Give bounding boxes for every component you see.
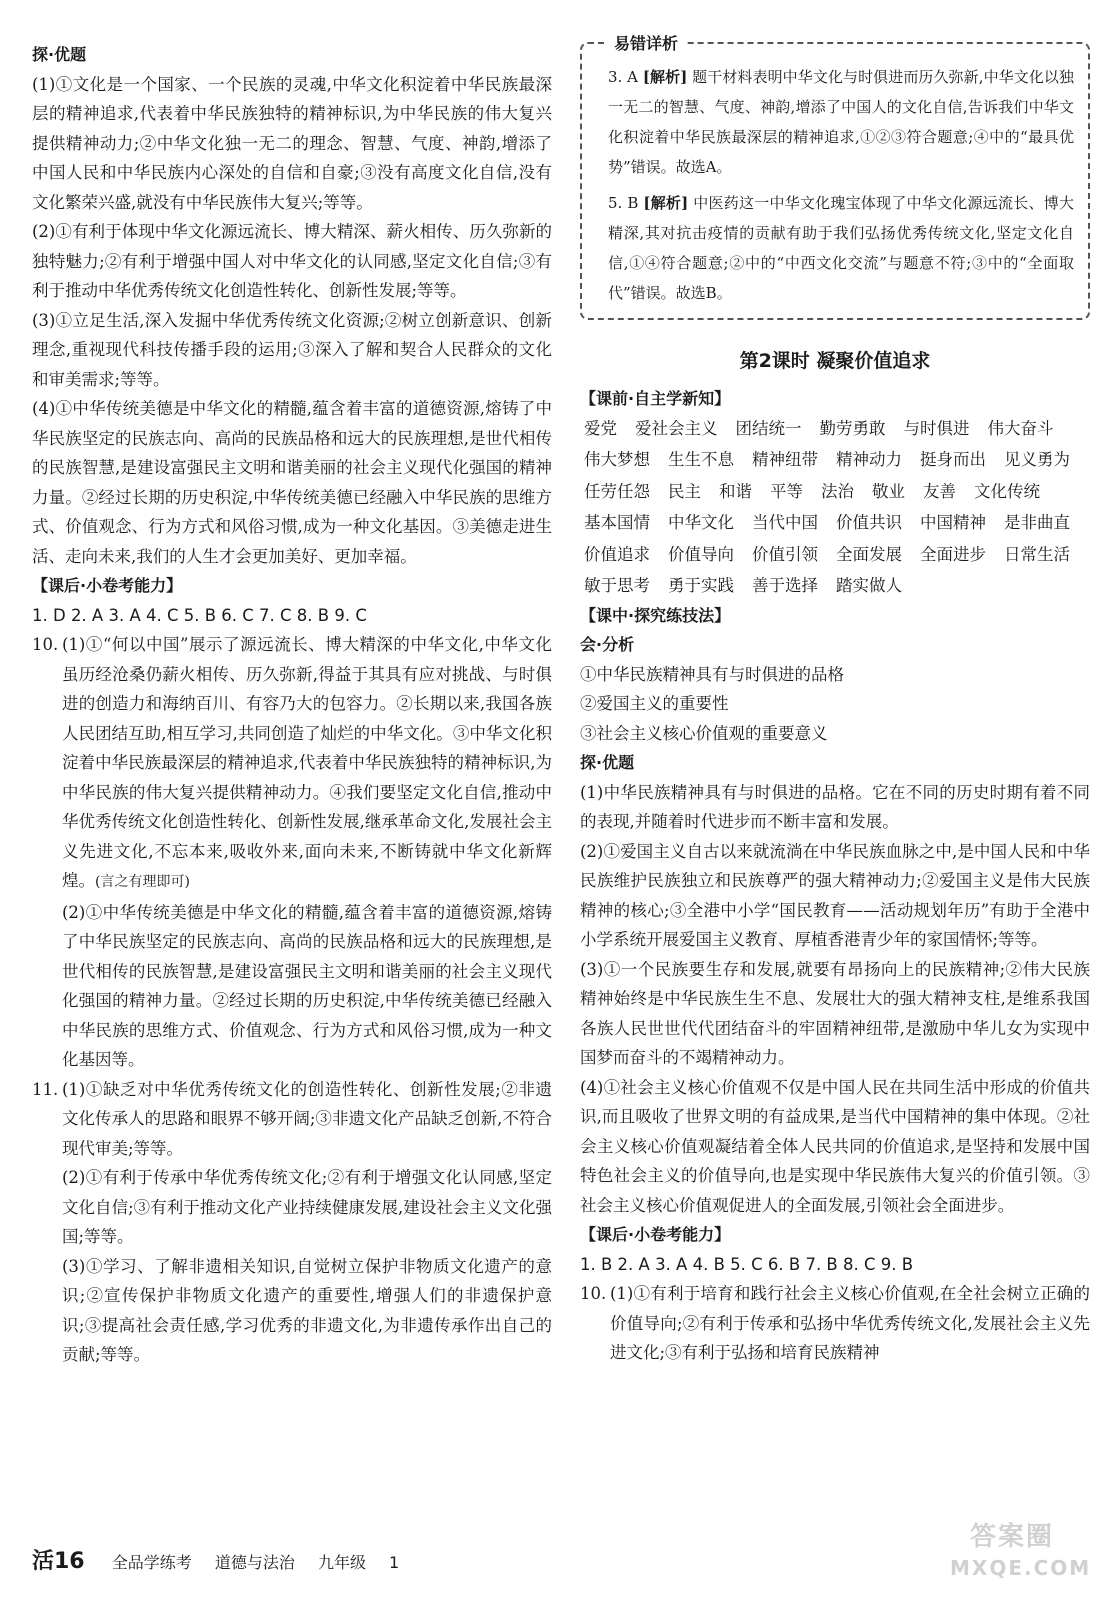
keyword-item: 价值共识 <box>836 513 902 532</box>
keyword-item: 全面进步 <box>920 544 986 564</box>
keyword-item: 勤劳勇敢 <box>819 418 886 438</box>
right-tan-item-4: (4)①社会主义核心价值观不仅是中国人民在共同生活中形成的价值共识,而且吸收了世界文明的有益成果,是当代中国精神的集中体现。②社会主义核心价值观凝结着全体人民共同的价值追求,是坚持和发展中国特色社会主义的价值导向,也是实现中华民族伟大复兴的价值引领。③社会主义核心价值观促进人的全面发展,引领社会全面进步。 <box>580 1077 1090 1215</box>
q10-answer-2: (2)①中华传统美德是中华文化的精髓,蕴含着丰富的道德资源,熔铸了中华民族坚定的民族志向、高尚的民族品格和远大的民族理想,是世代相传的民族智慧,是建设富强民主文明和谐美丽的社会主义现代化强国的精神力量。②经过长期的历史积淀,中华传统美德已经融入中华民族的思维方式、价值观念、行为方式和风俗习惯,成为一种文化基因等。 <box>62 902 552 1069</box>
keyword-item: 价值引领 <box>752 544 818 564</box>
keyword-item: 任劳任怨 <box>584 481 650 501</box>
keyword-item: 团结统一 <box>735 418 802 438</box>
keyword-item: 敬业 <box>872 481 905 501</box>
q11-answer-2: (2)①有利于传承中华优秀传统文化;②有利于增强文化认同感,坚定文化自信;③有利于推动文化产业持续健康发展,建设社会主义文化强国;等等。 <box>62 1168 552 1246</box>
section-heading-kehou-right: 【课后·小卷考能力】 <box>580 1225 731 1244</box>
error-item-3 <box>596 62 1074 182</box>
keyword-item: 法治 <box>821 481 854 501</box>
keyword-item: 生生不息 <box>668 450 734 469</box>
section-heading-kqian: 【课前·自主学新知】 <box>580 389 731 408</box>
q10-answer-1 <box>32 630 552 898</box>
keyword-item: 和谐 <box>719 481 752 501</box>
keyword-list <box>580 414 1090 601</box>
question-number: 10. <box>580 1284 607 1303</box>
keyword-item: 与时俱进 <box>903 418 970 438</box>
question-11 <box>32 1075 552 1370</box>
watermark-logo <box>940 1510 1110 1590</box>
keyword-item: 挺身而出 <box>920 450 986 469</box>
error-item-3-answer: 3. A <box>608 68 638 86</box>
error-item-5 <box>596 188 1074 308</box>
answer-key-right: 1. B 2. A 3. A 4. B 5. C 6. B 7. B 8. C 9. B <box>580 1254 914 1274</box>
keyword-item: 伟大奋斗 <box>987 418 1054 438</box>
keyword-item: 见义勇为 <box>1004 450 1070 469</box>
error-item-3-text: 题干材料表明中华文化与时俱进而历久弥新,中华文化以独一无二的智慧、气度、神韵,增添了中国人的文化自信,告诉我们中华文化积淀着中华民族最深层的精神追求,①②③符合题意;④中的“最具优势”错误。故选A。 <box>608 68 1074 176</box>
keyword-item: 爱党 <box>584 418 617 438</box>
right-column <box>580 22 1090 1368</box>
lesson-title: 第2课时 凝聚价值追求 <box>739 350 931 372</box>
question-10-right <box>580 1279 1090 1368</box>
hui-item-1: ①中华民族精神具有与时俱进的品格 <box>580 664 844 684</box>
left-column <box>32 40 552 1370</box>
analysis-tag: [解析] <box>642 68 688 86</box>
keyword-item: 平等 <box>770 481 803 501</box>
volume-number: 1 <box>389 1553 400 1572</box>
subject-name: 道德与法治 <box>214 1553 295 1572</box>
right-tan-item-1: (1)中华民族精神具有与时俱进的品格。它在不同的历史时期有着不同的表现,并随着时代进步而不断丰富和发展。 <box>580 782 1090 831</box>
keyword-item: 善于选择 <box>752 576 818 595</box>
keyword-item: 价值追求 <box>584 544 650 564</box>
keyword-item: 友善 <box>923 481 956 501</box>
keyword-item: 基本国情 <box>584 513 650 532</box>
keyword-item: 当代中国 <box>752 513 818 532</box>
keyword-item: 精神动力 <box>836 450 902 469</box>
section-heading-kzhong: 【课中·探究练技法】 <box>580 605 731 625</box>
keyword-item: 中华文化 <box>668 513 734 532</box>
question-number: 10. <box>32 635 59 654</box>
q10-note: (言之有理即可) <box>95 874 190 890</box>
keyword-item: 敏于思考 <box>584 576 650 595</box>
section-heading-tan: 探·优题 <box>32 45 87 64</box>
section-heading-hui: 会·分析 <box>580 635 635 654</box>
tan-item-1: (1)①文化是一个国家、一个民族的灵魂,中华文化积淀着中华民族最深层的精神追求,代表着中华民族独特的精神标识,为中华民族的伟大复兴提供精神动力;②中华文化独一无二的理念、智慧、气度、神韵,增添了中国人民和中华民族内心深处的自信和自豪;③没有高度文化自信,没有文化繁荣兴盛,就没有中华民族伟大复兴;等等。 <box>32 74 552 212</box>
hui-item-3: ③社会主义核心价值观的重要意义 <box>580 723 828 743</box>
keyword-item: 日常生活 <box>1004 544 1070 564</box>
tan-item-3: (3)①立足生活,深入发掘中华优秀传统文化资源;②树立创新意识、创新理念,重视现代科技传播手段的运用;③深入了解和契合人民群众的文化和审美需求;等等。 <box>32 310 552 389</box>
keyword-item: 勇于实践 <box>668 576 734 595</box>
error-analysis-title: 易错详析 <box>608 31 684 54</box>
watermark-line-1: 答案圈 <box>970 1522 1055 1552</box>
tan-item-4: (4)①中华传统美德是中华文化的精髓,蕴含着丰富的道德资源,熔铸了中华民族坚定的民族志向、高尚的民族品格和远大的民族理想,是世代相传的民族智慧,是建设富强民主文明和谐美丽的社会主义现代化强国的精神力量。②经过长期的历史积淀,中华传统美德已经融入中华民族的思维方式、价值观念、行为方式和风俗习惯,成为一种文化基因。③美德走进生活、走向未来,我们的人生才会更加美好、更加幸福。 <box>32 399 552 566</box>
series-name: 全品学练考 <box>111 1553 192 1572</box>
answer-key: 1. D 2. A 3. A 4. C 5. B 6. C 7. C 8. B 9. C <box>32 605 367 625</box>
keyword-item: 精神纽带 <box>752 450 818 469</box>
keyword-item: 中国精神 <box>920 513 986 532</box>
page-footer <box>32 1544 1092 1574</box>
page-number: 活16 <box>32 1549 85 1574</box>
keyword-item: 民主 <box>668 481 701 501</box>
section-heading-tan-right: 探·优题 <box>580 753 635 772</box>
hui-item-2: ②爱国主义的重要性 <box>580 694 729 713</box>
analysis-tag: [解析] <box>643 194 689 212</box>
question-number: 11. <box>32 1079 59 1099</box>
keyword-item: 全面发展 <box>836 544 902 564</box>
grade-name: 九年级 <box>317 1553 366 1572</box>
keyword-item: 踏实做人 <box>836 576 902 595</box>
error-analysis-box <box>580 34 1090 320</box>
watermark-line-2: MXQE.COM <box>950 1556 1092 1580</box>
right-tan-item-3: (3)①一个民族要生存和发展,就要有昂扬向上的民族精神;②伟大民族精神始终是中华民族生生不息、发展壮大的强大精神支柱,是维系我国各族人民世世代代团结奋斗的牢固精神纽带,是激励中华儿女为实现中国梦而奋斗的不竭精神动力。 <box>580 959 1090 1067</box>
keyword-item: 伟大梦想 <box>584 450 650 469</box>
keyword-item: 是非曲直 <box>1004 513 1070 532</box>
q10-answer-1-text: (1)①“何以中国”展示了源远流长、博大精深的中华文化,中华文化虽历经沧桑仍薪火相传、历久弥新,得益于其具有应对挑战、与时俱进的创造力和海纳百川、有容乃大的包容力。②长期以来,我国各族人民团结互助,相互学习,共同创造了灿烂的中华文化。③中华文化积淀着中华民族最深层的精神追求,代表着中华民族独特的精神标识,为中华民族的伟大复兴提供精神动力。④我们要坚定文化自信,推动中华优秀传统文化创造性转化、创新性发展,继承革命文化,发展社会主义先进文化,不忘本来,吸收外来,面向未来,不断铸就中华文化新辉煌。 <box>62 635 552 890</box>
keyword-item: 爱社会主义 <box>635 418 718 438</box>
error-item-5-answer: 5. B <box>608 194 639 212</box>
section-heading-kehou: 【课后·小卷考能力】 <box>32 576 183 595</box>
q11-answer-3: (3)①学习、了解非遗相关知识,自觉树立保护非物质文化遗产的意识;②宣传保护非物质文化遗产的重要性,增强人们的非遗保护意识;③提高社会责任感,学习优秀的非遗文化,为非遗传承作出自己的贡献;等等。 <box>62 1256 552 1364</box>
keyword-item: 价值导向 <box>668 544 734 564</box>
right-tan-item-2: (2)①爱国主义自古以来就流淌在中华民族血脉之中,是中国人民和中华民族维护民族独立和民族尊严的强大精神动力;②爱国主义是伟大民族精神的核心;③全港中小学“国民教育——活动规划年历”有助于全港中小学系统开展爱国主义教育、厚植香港青少年的家国情怀;等等。 <box>580 841 1090 949</box>
question-10 <box>32 630 552 1075</box>
error-item-5-text: 中医药这一中华文化瑰宝体现了中华文化源远流长、博大精深,其对抗击疫情的贡献有助于我们弘扬优秀传统文化,坚定文化自信,①④符合题意;②中的“中西文化交流”与题意不符;③中的“全面取代”错误。故选B。 <box>608 194 1074 302</box>
keyword-item: 文化传统 <box>974 481 1040 501</box>
right-q10-answer: (1)①有利于培育和践行社会主义核心价值观,在全社会树立正确的价值导向;②有利于传承和弘扬中华优秀传统文化,发展社会主义先进文化;③有利于弘扬和培育民族精神 <box>610 1284 1090 1362</box>
tan-item-2: (2)①有利于体现中华文化源远流长、博大精深、薪火相传、历久弥新的独特魅力;②有利于增强中国人对中华文化的认同感,坚定文化自信;③有利于推动中华优秀传统文化创造性转化、创新性发展;等等。 <box>32 222 552 300</box>
q11-answer-1: (1)①缺乏对中华优秀传统文化的创造性转化、创新性发展;②非遗文化传承人的思路和眼界不够开阔;③非遗文化产品缺乏创新,不符合现代审美;等等。 <box>62 1079 552 1158</box>
